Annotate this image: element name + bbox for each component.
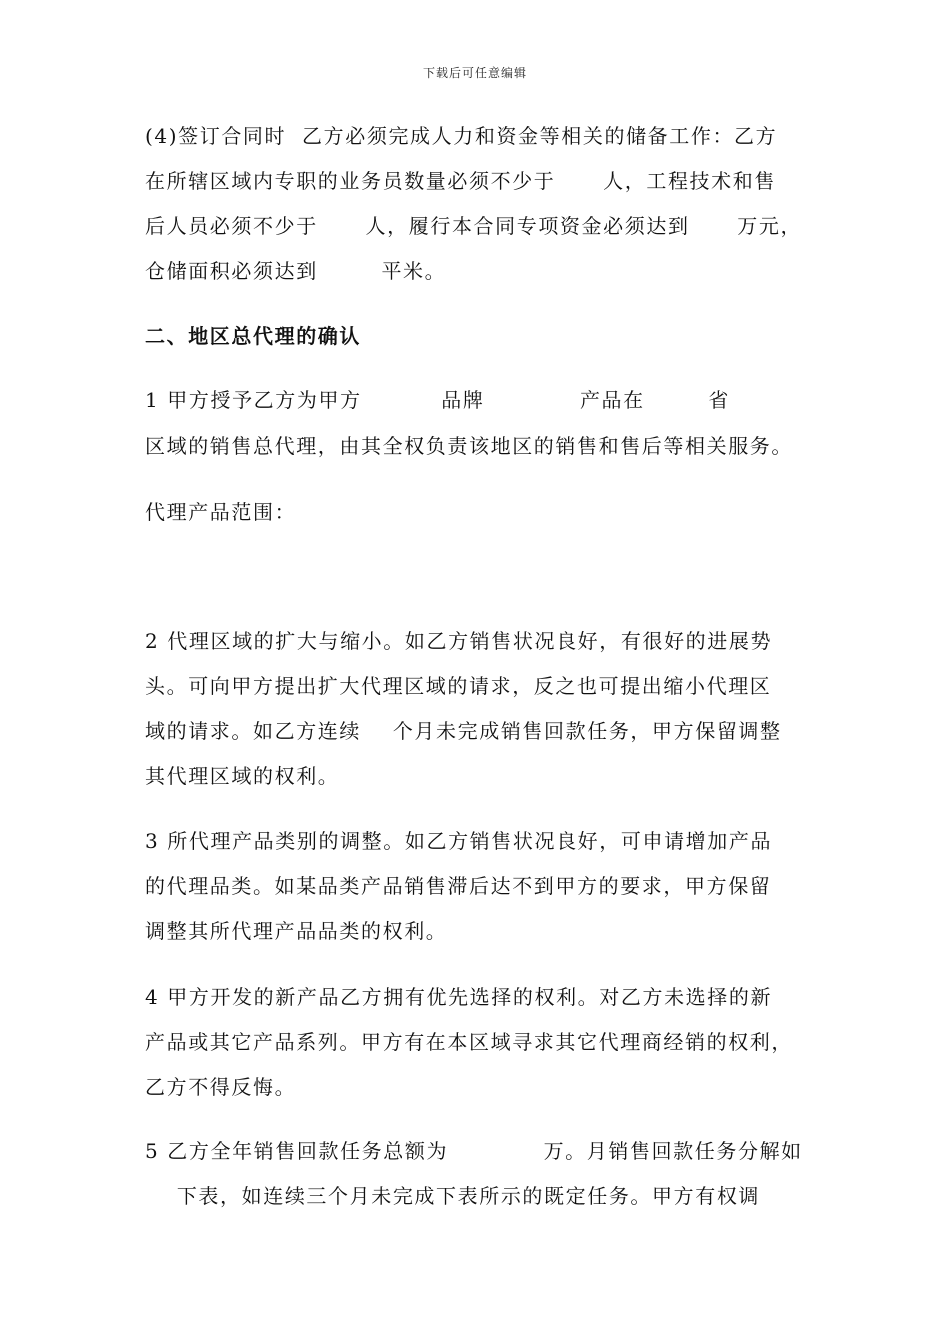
paragraph-line: 乙方不得反悔。 bbox=[145, 1075, 297, 1099]
section-heading: 二、地区总代理的确认 bbox=[145, 324, 361, 348]
paragraph-line: 其代理区域的权利。 bbox=[145, 764, 340, 788]
paragraph-line: 下表，如连续三个月未完成下表所示的既定任务。甲方有权调 bbox=[145, 1184, 761, 1208]
paragraph-line: 产品或其它产品系列。甲方有在本区域寻求其它代理商经销的权利， bbox=[145, 1030, 793, 1054]
paragraph-line: 头。可向甲方提出扩大代理区域的请求，反之也可提出缩小代理区 bbox=[145, 674, 772, 698]
paragraph-line: 后人员必须不少于 人，履行本合同专项资金必须达到 万元， bbox=[145, 214, 803, 238]
paragraph-line: 在所辖区域内专职的业务员数量必须不少于 人，工程技术和售 bbox=[145, 169, 776, 193]
paragraph-line: 2 代理区域的扩大与缩小。如乙方销售状况良好，有很好的进展势 bbox=[145, 629, 773, 653]
paragraph-line: 区域的销售总代理，由其全权负责该地区的销售和售后等相关服务。 bbox=[145, 434, 793, 458]
page-header: 下载后可任意编辑 bbox=[422, 66, 527, 80]
paragraph-line: 域的请求。如乙方连续 个月未完成销售回款任务，甲方保留调整 bbox=[145, 719, 782, 743]
paragraph-line: 4 甲方开发的新产品乙方拥有优先选择的权利。对乙方未选择的新 bbox=[145, 985, 773, 1009]
paragraph-line: 仓储面积必须达到 平米。 bbox=[145, 259, 447, 283]
paragraph-line: 1 甲方授予乙方为甲方 品牌 产品在 省 bbox=[145, 388, 731, 412]
paragraph-line: 5 乙方全年销售回款任务总额为 万。月销售回款任务分解如 bbox=[145, 1139, 803, 1163]
paragraph-line: (4)签订合同时 乙方必须完成人力和资金等相关的储备工作：乙方 bbox=[145, 124, 778, 148]
scope-label: 代理产品范围： bbox=[145, 500, 297, 524]
paragraph-line: 3 所代理产品类别的调整。如乙方销售状况良好，可申请增加产品 bbox=[145, 829, 773, 853]
paragraph-line: 调整其所代理产品品类的权利。 bbox=[145, 919, 448, 943]
paragraph-line: 的代理品类。如某品类产品销售滞后达不到甲方的要求，甲方保留 bbox=[145, 874, 772, 898]
